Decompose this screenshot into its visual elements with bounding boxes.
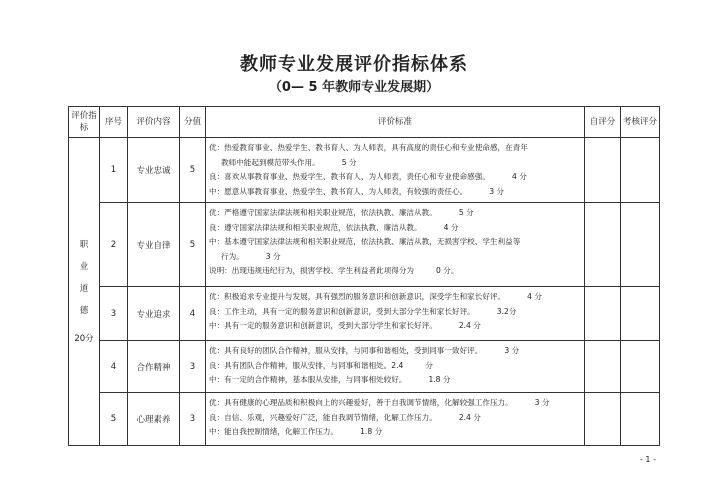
- standard-text: 优：具有健康的心理品质和积极向上的兴趣爱好，善于自我调节情绪，化解较强工作压力。: [209, 398, 513, 407]
- table-row: [69, 341, 660, 393]
- standard-points: 3 分: [265, 251, 281, 261]
- self-score-cell[interactable]: [585, 203, 621, 287]
- standard-points: 1.8 分: [428, 375, 451, 384]
- table-row: [69, 287, 660, 341]
- standard-points: 1.8 分: [360, 427, 383, 436]
- standard-text: 行为。: [221, 251, 244, 261]
- standard-points: 4 分: [527, 292, 542, 301]
- row-content: 合作精神: [128, 341, 180, 393]
- row-standard: [206, 138, 585, 203]
- header-indicator: 评价指标: [69, 107, 100, 138]
- row-score: 5: [180, 138, 206, 203]
- table-body: [69, 138, 660, 446]
- standard-line: [209, 141, 581, 156]
- standard-line: [209, 185, 581, 200]
- standard-text: 良：工作主动，具有一定的服务意识和创新意识，受到大部分学生和家长好评。: [209, 306, 475, 316]
- self-score-cell[interactable]: [585, 138, 621, 203]
- standard-points: 4 分: [511, 172, 527, 181]
- table-row: [69, 138, 660, 203]
- standard-line: [209, 344, 581, 359]
- standard-points: 3 分: [504, 346, 520, 355]
- header-content: 评价内容: [128, 107, 180, 138]
- standard-line: [209, 290, 581, 305]
- standard-text: 中：具有一定的服务意识和创新意识，受到大部分学生和家长好评。: [209, 321, 437, 330]
- self-score-cell[interactable]: [585, 393, 621, 446]
- table-header-row: [69, 107, 660, 138]
- row-standard: [206, 287, 585, 341]
- standard-text: 优：积极追求专业提升与发展，具有强烈的服务意识和创新意识，深受学生和家长好评。: [209, 292, 506, 301]
- row-standard: [206, 393, 585, 446]
- row-content: 专业追求: [128, 287, 180, 341]
- standard-text: 优：热爱教育事业、热爱学生、教书育人、为人师表，具有高度的责任心和专业使命感，在青年: [209, 143, 528, 152]
- check-score-cell[interactable]: [621, 138, 660, 203]
- category-char: 道: [79, 283, 89, 294]
- row-score: 3: [180, 341, 206, 393]
- table-row: [69, 393, 660, 446]
- standard-line: [209, 396, 581, 411]
- standard-points: 2.4 分: [458, 412, 481, 422]
- check-score-cell[interactable]: [621, 203, 660, 287]
- standard-line: [209, 264, 581, 279]
- standard-text: 中：基本遵守国家法律法规和相关职业规范，依法执教、廉洁从教，无损害学校、学生利益等: [209, 237, 521, 246]
- standard-line: [209, 206, 581, 221]
- standard-points: 3 分: [489, 186, 505, 196]
- row-score: 4: [180, 287, 206, 341]
- category-char: 业: [79, 261, 89, 272]
- header-self: 自评分: [585, 107, 621, 138]
- standard-line: [209, 373, 581, 388]
- document-subtitle: （0— 5 年教师专业发展期）: [268, 80, 440, 95]
- standard-line: [209, 319, 581, 334]
- row-content: 心理素养: [128, 393, 180, 446]
- table-row: [69, 203, 660, 287]
- standard-points: 2.4 分: [458, 321, 481, 330]
- standard-line: [209, 425, 581, 440]
- row-seq: 3: [100, 287, 128, 341]
- standard-text: 教师中能起到模范带头作用。: [221, 157, 320, 167]
- row-content: 专业忠诚: [128, 138, 180, 203]
- self-score-cell[interactable]: [585, 341, 621, 393]
- check-score-cell[interactable]: [621, 341, 660, 393]
- standard-points: 4 分: [443, 222, 459, 232]
- category-cell: [69, 138, 100, 446]
- standard-points: 3 分: [534, 398, 550, 407]
- standard-text: 中：有一定的合作精神，基本服从安排，与同事相处较好。: [209, 375, 407, 384]
- standard-line: [209, 156, 581, 171]
- category-char: 职: [79, 239, 89, 250]
- category-char: 德: [79, 305, 89, 316]
- row-seq: 4: [100, 341, 128, 393]
- self-score-cell[interactable]: [585, 287, 621, 341]
- row-score: 3: [180, 393, 206, 446]
- standard-line: [209, 250, 581, 265]
- standard-line: [209, 411, 581, 426]
- page-number: - 1 -: [640, 455, 656, 464]
- standard-text: 中：愿意从事教育事业、热爱学生、教书育人、为人师表，有较强的责任心。: [209, 186, 468, 196]
- evaluation-table: [68, 106, 660, 446]
- category-points: 20分: [74, 333, 94, 344]
- standard-text: 良：喜欢从事教育事业、热爱学生、教书育人、为人师表，责任心和专业使命感强。: [209, 172, 490, 181]
- header-standard: 评价标准: [206, 107, 585, 138]
- standard-text: 优：具有良好的团队合作精神，服从安排，与同事和谐相处，受到同事一致好评。: [209, 346, 483, 355]
- standard-line: [209, 359, 581, 374]
- standard-text: 良：遵守国家法律法规和相关职业规范，依法执教、廉洁从教。: [209, 222, 422, 232]
- header-seq: 序号: [100, 107, 128, 138]
- row-standard: [206, 341, 585, 393]
- standard-text: 优：严格遵守国家法律法规和相关职业规范，依法执教、廉洁从教。: [209, 208, 437, 217]
- row-seq: 2: [100, 203, 128, 287]
- standard-text: 良：自信、乐观，兴趣爱好广泛，能自我调节情绪，化解工作压力。: [209, 412, 437, 422]
- row-seq: 1: [100, 138, 128, 203]
- standard-points: 0 分。: [436, 266, 459, 275]
- check-score-cell[interactable]: [621, 287, 660, 341]
- standard-points: 5 分: [341, 157, 357, 167]
- standard-points: 3.2分: [496, 306, 517, 316]
- standard-text: 良：具有团队合作精神，服从安排，与同事和谐相处。2.4: [209, 360, 404, 370]
- header-check: 考核评分: [621, 107, 660, 138]
- standard-line: [209, 305, 581, 320]
- row-seq: 5: [100, 393, 128, 446]
- standard-line: [209, 170, 581, 185]
- row-score: 5: [180, 203, 206, 287]
- row-standard: [206, 203, 585, 287]
- standard-points: 5 分: [458, 208, 474, 217]
- document-title: 教师专业发展评价指标体系: [240, 54, 468, 75]
- check-score-cell[interactable]: [621, 393, 660, 446]
- standard-text: 中：能自我控制情绪，化解工作压力。: [209, 427, 339, 436]
- header-score: 分值: [180, 107, 206, 138]
- row-content: 专业自律: [128, 203, 180, 287]
- standard-line: [209, 235, 581, 250]
- standard-line: [209, 221, 581, 236]
- standard-text: 说明：出现违规违纪行为，损害学校、学生利益者此项得分为: [209, 266, 415, 275]
- standard-points: 分: [425, 360, 433, 370]
